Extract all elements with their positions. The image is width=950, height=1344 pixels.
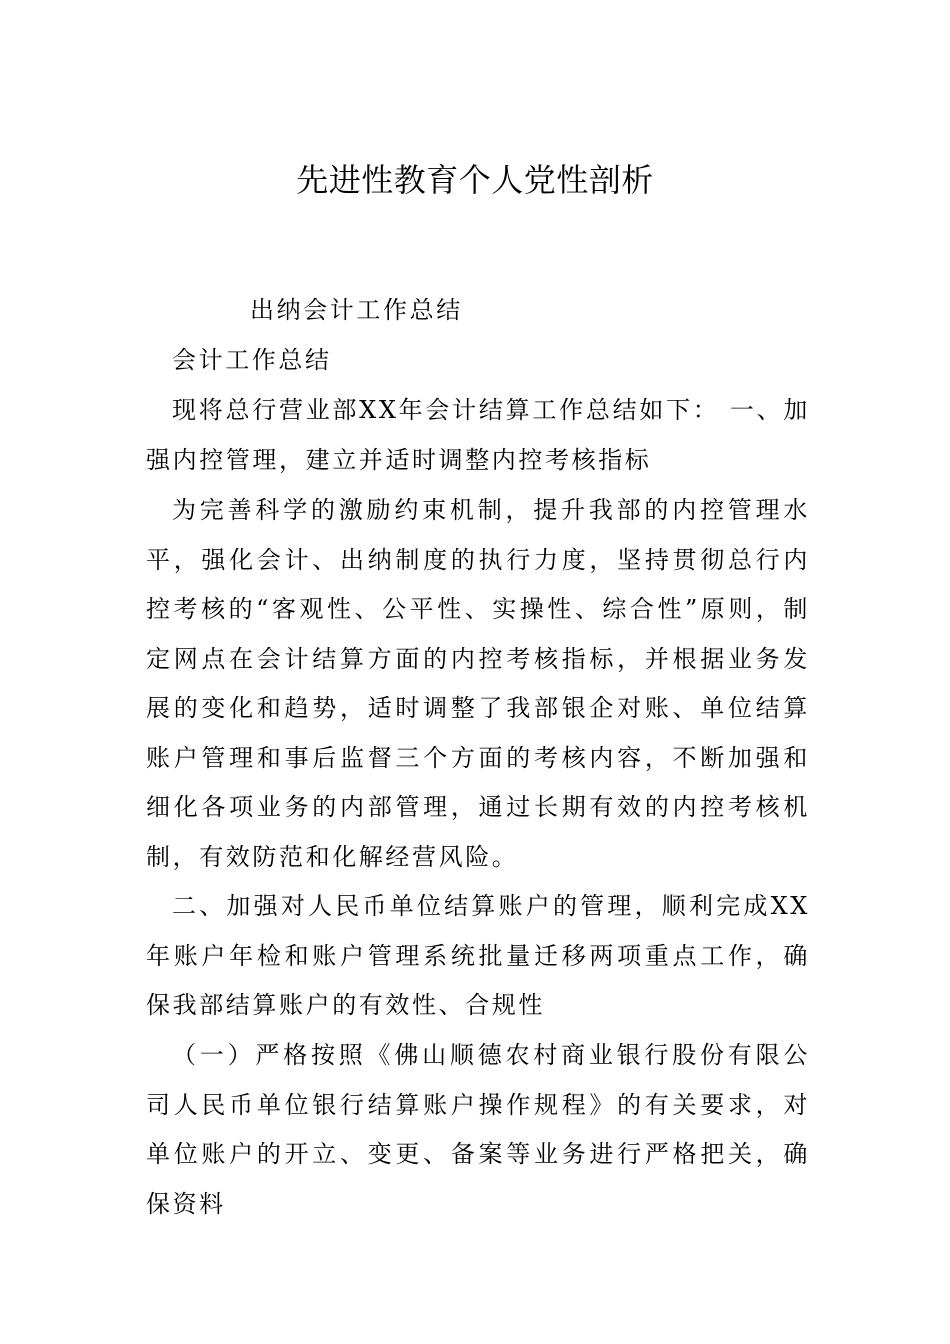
paragraph-subsection-one: （一）严格按照《佛山顺德农村商业银行股份有限公司人民币单位银行结算账户操作规程》的有关要求，对单位账户的开立、变更、备案等业务进行严格把关，确保资料 xyxy=(146,1041,810,1218)
paragraph-intro: 现将总行营业部XX年会计结算工作总结如下： 一、加强内控管理，建立并适时调整内控考核指标 xyxy=(146,396,810,474)
document-title: 先进性教育个人党性剖析 xyxy=(296,161,654,199)
subheading-cashier-summary: 出纳会计工作总结 xyxy=(250,296,463,324)
paragraph-section-two: 二、加强对人民币单位结算账户的管理，顺利完成XX年账户年检和账户管理系统批量迁移两项重点工作，确保我部结算账户的有效性、合规性 xyxy=(146,892,810,1019)
paragraph-internal-control: 为完善科学的激励约束机制，提升我部的内控管理水平，强化会计、出纳制度的执行力度，坚持贯彻总行内控考核的“客观性、公平性、实操性、综合性”原则，制定网点在会计结算方面的内控考核指标，并根据业务发展的变化和趋势，适时调整了我部银企对账、单位结算账户管理和事后监督三个方面的考核内容，不断加强和细化各项业务的内部管理，通过长期有效的内控考核机制，有效防范和化解经营风险。 xyxy=(146,496,810,871)
subheading-accounting-summary: 会计工作总结 xyxy=(172,346,332,374)
